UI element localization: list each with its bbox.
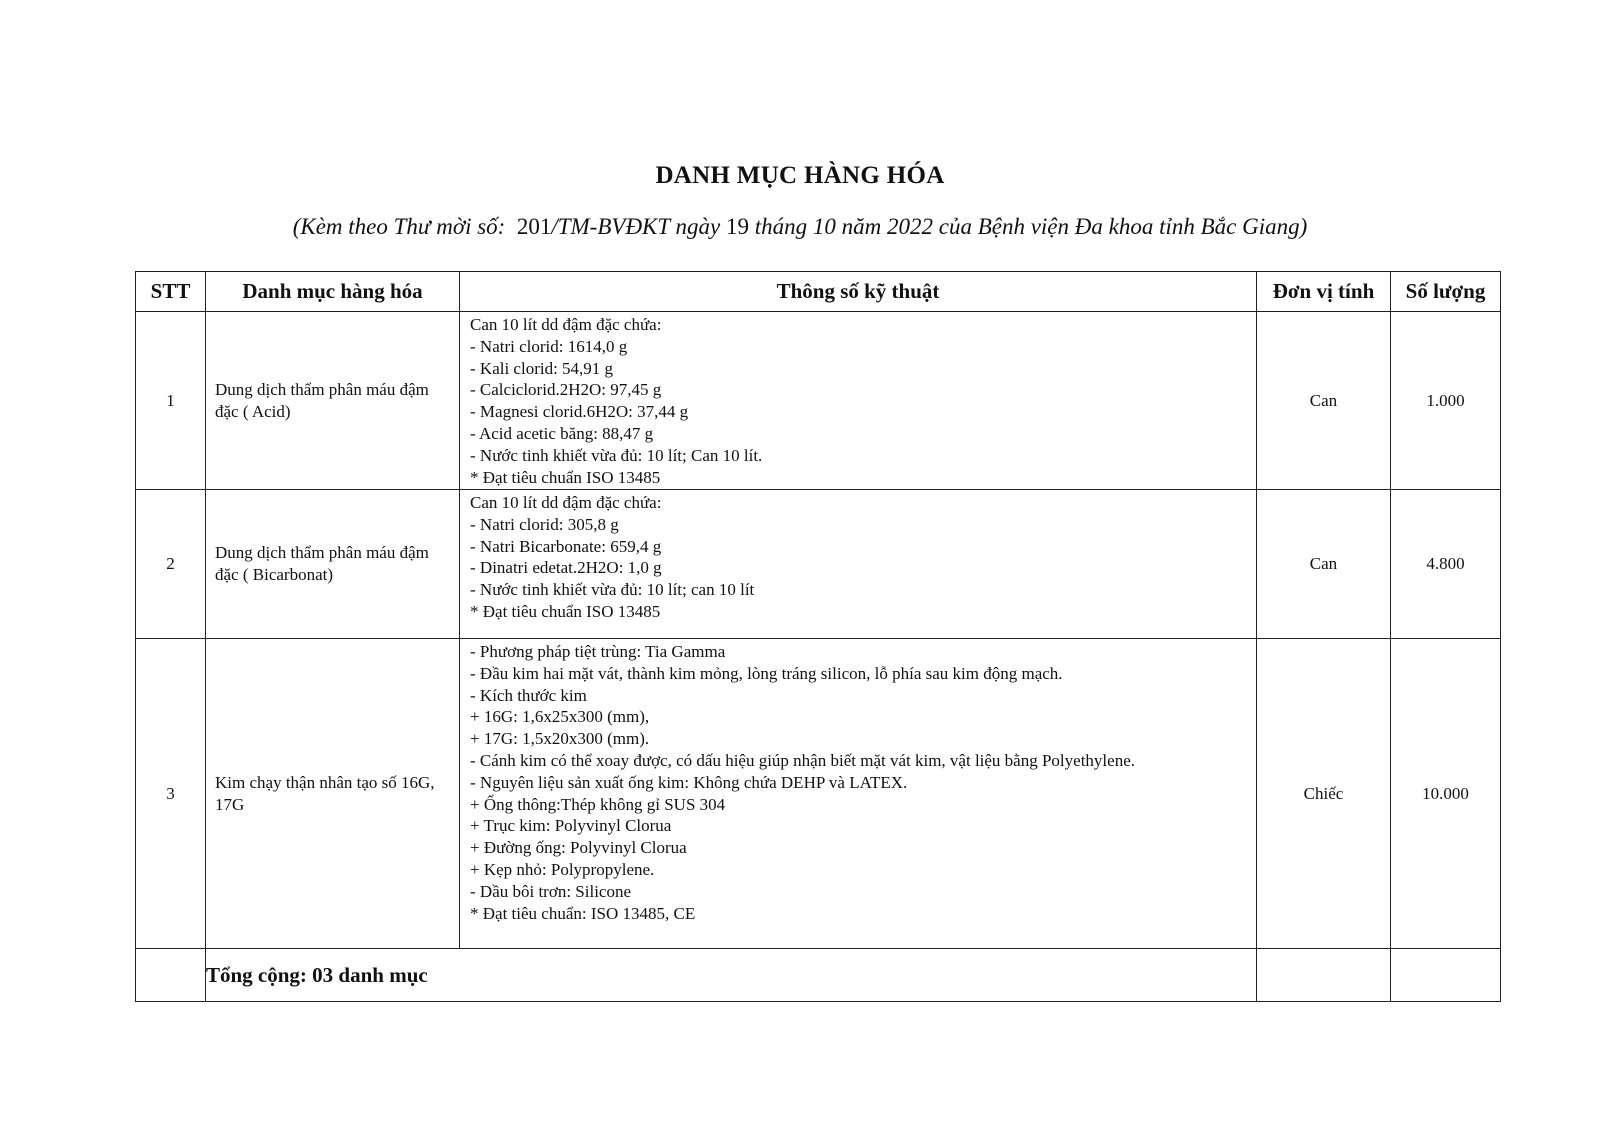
spec-line: - Phương pháp tiệt trùng: Tia Gamma — [470, 642, 726, 661]
spec-line: + Ống thông:Thép không gỉ SUS 304 — [470, 794, 726, 814]
spec-line: - Dầu bôi trơn: Silicone — [470, 881, 632, 901]
document-subtitle — [0, 214, 1600, 240]
spec-line: + Trục kim: Polyvinyl Clorua — [470, 816, 672, 836]
row-goods-name: Dung dịch thẩm phân máu đậm đặc ( Acid) — [206, 312, 460, 490]
table-row — [136, 490, 1501, 639]
row-unit: Can — [1257, 312, 1391, 490]
total-stt-cell — [136, 949, 206, 1002]
table-row — [136, 312, 1501, 490]
subtitle-day: 19 — [725, 214, 749, 239]
header-stt: STT — [136, 272, 206, 312]
spec-line: - Natri clorid: 305,8 g — [470, 514, 619, 534]
goods-table — [135, 271, 1501, 1002]
spec-line: - Nguyên liệu sản xuất ống kim: Không chứa DEHP và LATEX. — [470, 772, 908, 792]
spec-line: - Calciclorid.2H2O: 97,45 g — [470, 380, 662, 400]
total-label: Tổng cộng: 03 danh mục — [206, 949, 1257, 1002]
header-quantity: Số lượng — [1391, 272, 1501, 312]
spec-line: - Đầu kim hai mặt vát, thành kim mỏng, lòng tráng silicon, lỗ phía sau kim động mạch. — [470, 663, 1063, 683]
total-unit-cell — [1257, 949, 1391, 1002]
spec-line: * Đạt tiêu chuẩn ISO 13485 — [470, 601, 661, 621]
row-quantity: 1.000 — [1391, 312, 1501, 490]
spec-line: + Đường ống: Polyvinyl Clorua — [470, 838, 687, 858]
document-title: DANH MỤC HÀNG HÓA — [655, 162, 945, 189]
row-technical-spec — [460, 312, 1257, 490]
subtitle-code: /TM-BVĐKT ngày — [551, 214, 721, 239]
spec-line: * Đạt tiêu chuẩn ISO 13485 — [470, 467, 661, 487]
row-quantity: 4.800 — [1391, 490, 1501, 639]
row-technical-spec — [460, 639, 1257, 949]
spec-line: - Natri clorid: 1614,0 g — [470, 336, 628, 356]
spec-line: - Natri Bicarbonate: 659,4 g — [470, 536, 662, 556]
row-stt: 3 — [136, 639, 206, 949]
header-technical-spec: Thông số kỹ thuật — [460, 272, 1257, 312]
table-header-row — [136, 272, 1501, 312]
row-goods-name: Kim chạy thận nhân tạo số 16G, 17G — [206, 639, 460, 949]
row-stt: 2 — [136, 490, 206, 639]
spec-line: Can 10 lít dd đậm đặc chứa: — [470, 315, 662, 334]
spec-line: + Kẹp nhỏ: Polypropylene. — [470, 859, 655, 879]
row-stt: 1 — [136, 312, 206, 490]
total-row — [136, 949, 1501, 1002]
subtitle-prefix: (Kèm theo Thư mời số: — [292, 214, 506, 239]
row-goods-name: Dung dịch thẩm phân máu đậm đặc ( Bicarbonat) — [206, 490, 460, 639]
spec-line: - Nước tinh khiết vừa đủ: 10 lít; can 10 lít — [470, 580, 755, 600]
row-technical-spec — [460, 490, 1257, 639]
spec-line: - Kích thước kim — [470, 685, 587, 705]
spec-line: - Acid acetic băng: 88,47 g — [470, 423, 654, 443]
spec-line: * Đạt tiêu chuẩn: ISO 13485, CE — [470, 903, 696, 923]
row-quantity: 10.000 — [1391, 639, 1501, 949]
subtitle-letter-number: 201 — [516, 214, 552, 239]
header-unit: Đơn vị tính — [1257, 272, 1391, 312]
subtitle-rest: tháng 10 năm 2022 của Bệnh viện Đa khoa tỉnh Bắc Giang) — [754, 214, 1308, 239]
spec-line: - Nước tinh khiết vừa đủ: 10 lít; Can 10 lít. — [470, 445, 763, 465]
row-unit: Chiếc — [1257, 639, 1391, 949]
spec-line: + 16G: 1,6x25x300 (mm), — [470, 707, 650, 727]
row-unit: Can — [1257, 490, 1391, 639]
spec-line: Can 10 lít dd đậm đặc chứa: — [470, 493, 662, 512]
spec-line: - Dinatri edetat.2H2O: 1,0 g — [470, 558, 662, 578]
header-goods-name: Danh mục hàng hóa — [206, 272, 460, 312]
spec-line: + 17G: 1,5x20x300 (mm). — [470, 729, 650, 749]
table-row — [136, 639, 1501, 949]
spec-line: - Magnesi clorid.6H2O: 37,44 g — [470, 402, 689, 422]
spec-line: - Kali clorid: 54,91 g — [470, 358, 614, 378]
spec-line: - Cánh kim có thể xoay được, có dấu hiệu giúp nhận biết mặt vát kim, vật liệu bằng Polyethylene. — [470, 750, 1135, 770]
total-quantity-cell — [1391, 949, 1501, 1002]
